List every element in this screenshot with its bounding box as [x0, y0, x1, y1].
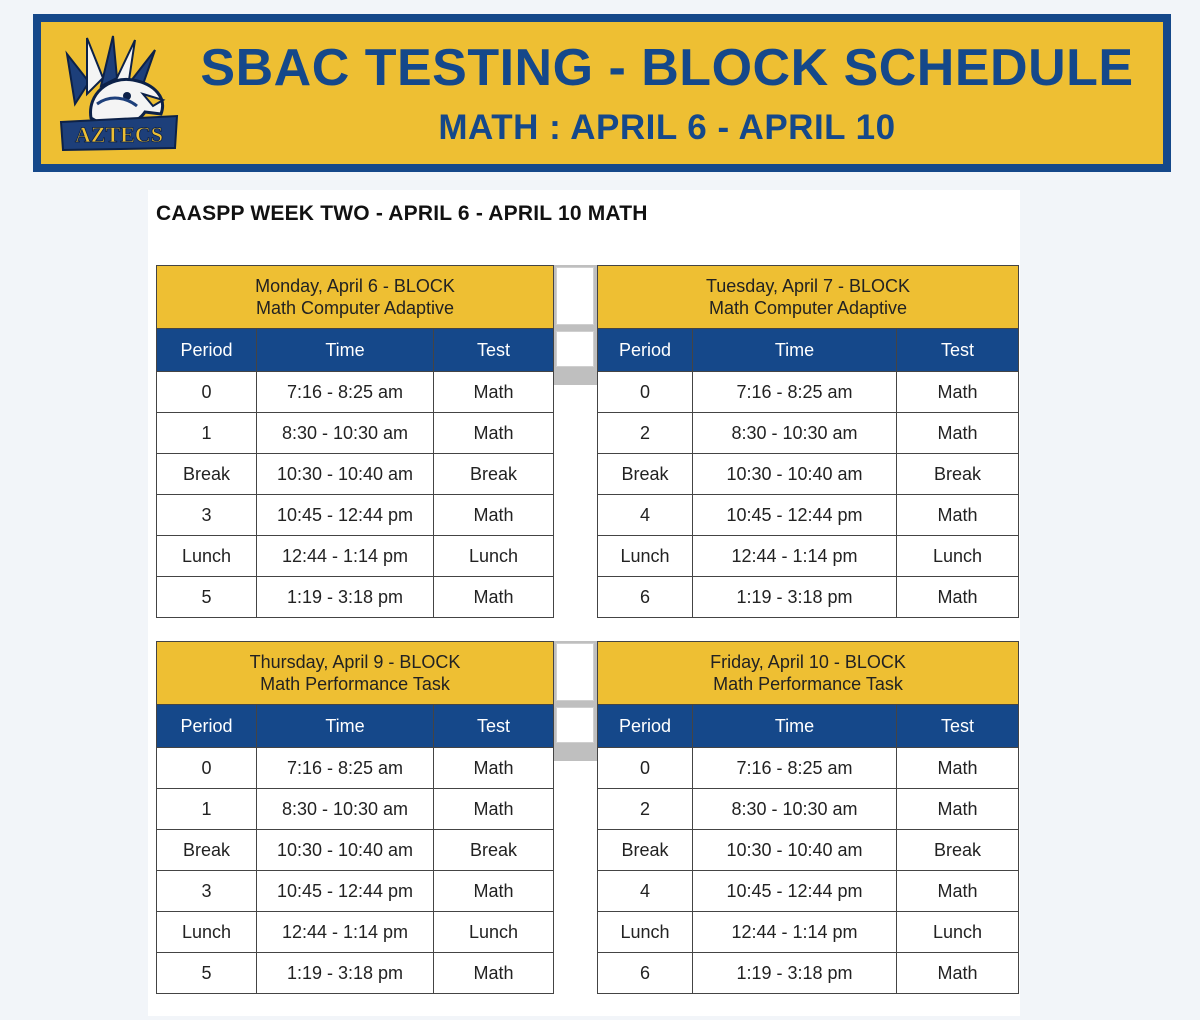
period-cell: 0: [598, 748, 693, 789]
table-row: [598, 413, 1019, 454]
time-cell: 10:30 - 10:40 am: [693, 454, 897, 495]
page-title: SBAC TESTING - BLOCK SCHEDULE: [200, 39, 1134, 97]
spacer-cell: [556, 331, 594, 367]
table-row: [157, 536, 554, 577]
test-cell: Math: [897, 789, 1019, 830]
time-cell: 10:30 - 10:40 am: [257, 830, 434, 871]
time-cell: 8:30 - 10:30 am: [693, 413, 897, 454]
column-header-period: Period: [598, 705, 693, 748]
test-cell: Math: [897, 953, 1019, 994]
test-cell: Math: [434, 748, 554, 789]
table-row: [598, 912, 1019, 953]
test-cell: Math: [897, 413, 1019, 454]
day-subtitle: Math Computer Adaptive: [708, 298, 908, 318]
time-cell: 12:44 - 1:14 pm: [693, 912, 897, 953]
test-cell: Lunch: [434, 912, 554, 953]
test-cell: Break: [434, 830, 554, 871]
time-cell: 7:16 - 8:25 am: [693, 748, 897, 789]
table-row: [157, 577, 554, 618]
test-cell: Lunch: [434, 536, 554, 577]
time-cell: 10:45 - 12:44 pm: [693, 871, 897, 912]
column-header-test: Test: [434, 705, 554, 748]
column-header-time: Time: [257, 329, 434, 372]
day-title: Thursday, April 9 - BLOCK: [249, 652, 461, 672]
header-banner: [33, 14, 1171, 172]
day-title: Tuesday, April 7 - BLOCK: [705, 276, 911, 296]
time-cell: 1:19 - 3:18 pm: [693, 953, 897, 994]
period-cell: Lunch: [598, 912, 693, 953]
test-cell: Math: [897, 871, 1019, 912]
column-header-test: Test: [897, 705, 1019, 748]
day-title-cell: [598, 642, 1019, 705]
schedule-table-tuesday: [597, 265, 1019, 618]
time-cell: 10:45 - 12:44 pm: [257, 871, 434, 912]
column-header-test: Test: [897, 329, 1019, 372]
time-cell: 8:30 - 10:30 am: [257, 789, 434, 830]
table-row: [598, 789, 1019, 830]
time-cell: 12:44 - 1:14 pm: [257, 912, 434, 953]
day-title-cell: [157, 266, 554, 329]
table-row: [157, 953, 554, 994]
test-cell: Math: [434, 871, 554, 912]
spacer-cell: [556, 707, 594, 743]
table-row: [157, 830, 554, 871]
column-header-period: Period: [157, 329, 257, 372]
period-cell: 5: [157, 577, 257, 618]
day-title-cell: [598, 266, 1019, 329]
test-cell: Break: [897, 830, 1019, 871]
test-cell: Lunch: [897, 536, 1019, 577]
test-cell: Math: [434, 789, 554, 830]
column-header-period: Period: [598, 329, 693, 372]
test-cell: Break: [897, 454, 1019, 495]
time-cell: 1:19 - 3:18 pm: [257, 577, 434, 618]
table-row: [598, 536, 1019, 577]
day-title: Friday, April 10 - BLOCK: [710, 652, 906, 672]
column-header-time: Time: [257, 705, 434, 748]
schedule-table-friday: [597, 641, 1019, 994]
table-row: [598, 454, 1019, 495]
schedule-document: [148, 190, 1020, 1016]
table-row: [157, 372, 554, 413]
test-cell: Math: [434, 413, 554, 454]
test-cell: Math: [897, 748, 1019, 789]
period-cell: Lunch: [157, 536, 257, 577]
spacer-cell: [556, 643, 594, 701]
logo-text: AZTECS: [74, 122, 164, 147]
period-cell: Break: [598, 454, 693, 495]
period-cell: Break: [157, 454, 257, 495]
table-row: [157, 748, 554, 789]
table-row: [598, 495, 1019, 536]
time-cell: 10:45 - 12:44 pm: [693, 495, 897, 536]
period-cell: 6: [598, 953, 693, 994]
period-cell: 0: [157, 748, 257, 789]
table-row: [598, 577, 1019, 618]
time-cell: 10:45 - 12:44 pm: [257, 495, 434, 536]
table-row: [598, 953, 1019, 994]
period-cell: 0: [157, 372, 257, 413]
table-row: [157, 495, 554, 536]
period-cell: 1: [157, 413, 257, 454]
period-cell: 5: [157, 953, 257, 994]
spacer-cell: [556, 267, 594, 325]
document-heading: CAASPP WEEK TWO - APRIL 6 - APRIL 10 MATH: [156, 202, 648, 225]
time-cell: 7:16 - 8:25 am: [257, 372, 434, 413]
table-row: [598, 748, 1019, 789]
day-subtitle: Math Performance Task: [713, 674, 903, 694]
column-header-test: Test: [434, 329, 554, 372]
aztecs-logo-icon: [57, 34, 181, 152]
time-cell: 12:44 - 1:14 pm: [257, 536, 434, 577]
period-cell: 2: [598, 789, 693, 830]
period-cell: 3: [157, 495, 257, 536]
day-subtitle: Math Computer Adaptive: [255, 298, 455, 318]
column-header-time: Time: [693, 705, 897, 748]
period-cell: Lunch: [157, 912, 257, 953]
table-row: [598, 830, 1019, 871]
time-cell: 7:16 - 8:25 am: [693, 372, 897, 413]
day-title-cell: [157, 642, 554, 705]
time-cell: 8:30 - 10:30 am: [257, 413, 434, 454]
time-cell: 7:16 - 8:25 am: [257, 748, 434, 789]
column-header-period: Period: [157, 705, 257, 748]
period-cell: Lunch: [598, 536, 693, 577]
test-cell: Math: [897, 577, 1019, 618]
table-row: [157, 871, 554, 912]
time-cell: 1:19 - 3:18 pm: [693, 577, 897, 618]
period-cell: 0: [598, 372, 693, 413]
table-row: [157, 454, 554, 495]
schedule-table-thursday: [156, 641, 554, 994]
period-cell: Break: [157, 830, 257, 871]
time-cell: 8:30 - 10:30 am: [693, 789, 897, 830]
test-cell: Lunch: [897, 912, 1019, 953]
test-cell: Math: [434, 577, 554, 618]
period-cell: 4: [598, 495, 693, 536]
time-cell: 1:19 - 3:18 pm: [257, 953, 434, 994]
test-cell: Math: [897, 495, 1019, 536]
table-row: [157, 413, 554, 454]
table-row: [598, 871, 1019, 912]
test-cell: Break: [434, 454, 554, 495]
test-cell: Math: [434, 495, 554, 536]
column-header-time: Time: [693, 329, 897, 372]
table-row: [598, 372, 1019, 413]
table-row: [157, 912, 554, 953]
period-cell: 6: [598, 577, 693, 618]
schedule-table-monday: [156, 265, 554, 618]
page-subtitle: MATH : APRIL 6 - APRIL 10: [438, 108, 896, 147]
period-cell: Break: [598, 830, 693, 871]
day-title: Monday, April 6 - BLOCK: [255, 276, 455, 296]
test-cell: Math: [434, 372, 554, 413]
period-cell: 2: [598, 413, 693, 454]
period-cell: 1: [157, 789, 257, 830]
time-cell: 12:44 - 1:14 pm: [693, 536, 897, 577]
banner-panel: [41, 22, 1163, 164]
day-subtitle: Math Performance Task: [260, 674, 450, 694]
table-row: [157, 789, 554, 830]
period-cell: 4: [598, 871, 693, 912]
test-cell: Math: [897, 372, 1019, 413]
test-cell: Math: [434, 953, 554, 994]
time-cell: 10:30 - 10:40 am: [257, 454, 434, 495]
period-cell: 3: [157, 871, 257, 912]
time-cell: 10:30 - 10:40 am: [693, 830, 897, 871]
